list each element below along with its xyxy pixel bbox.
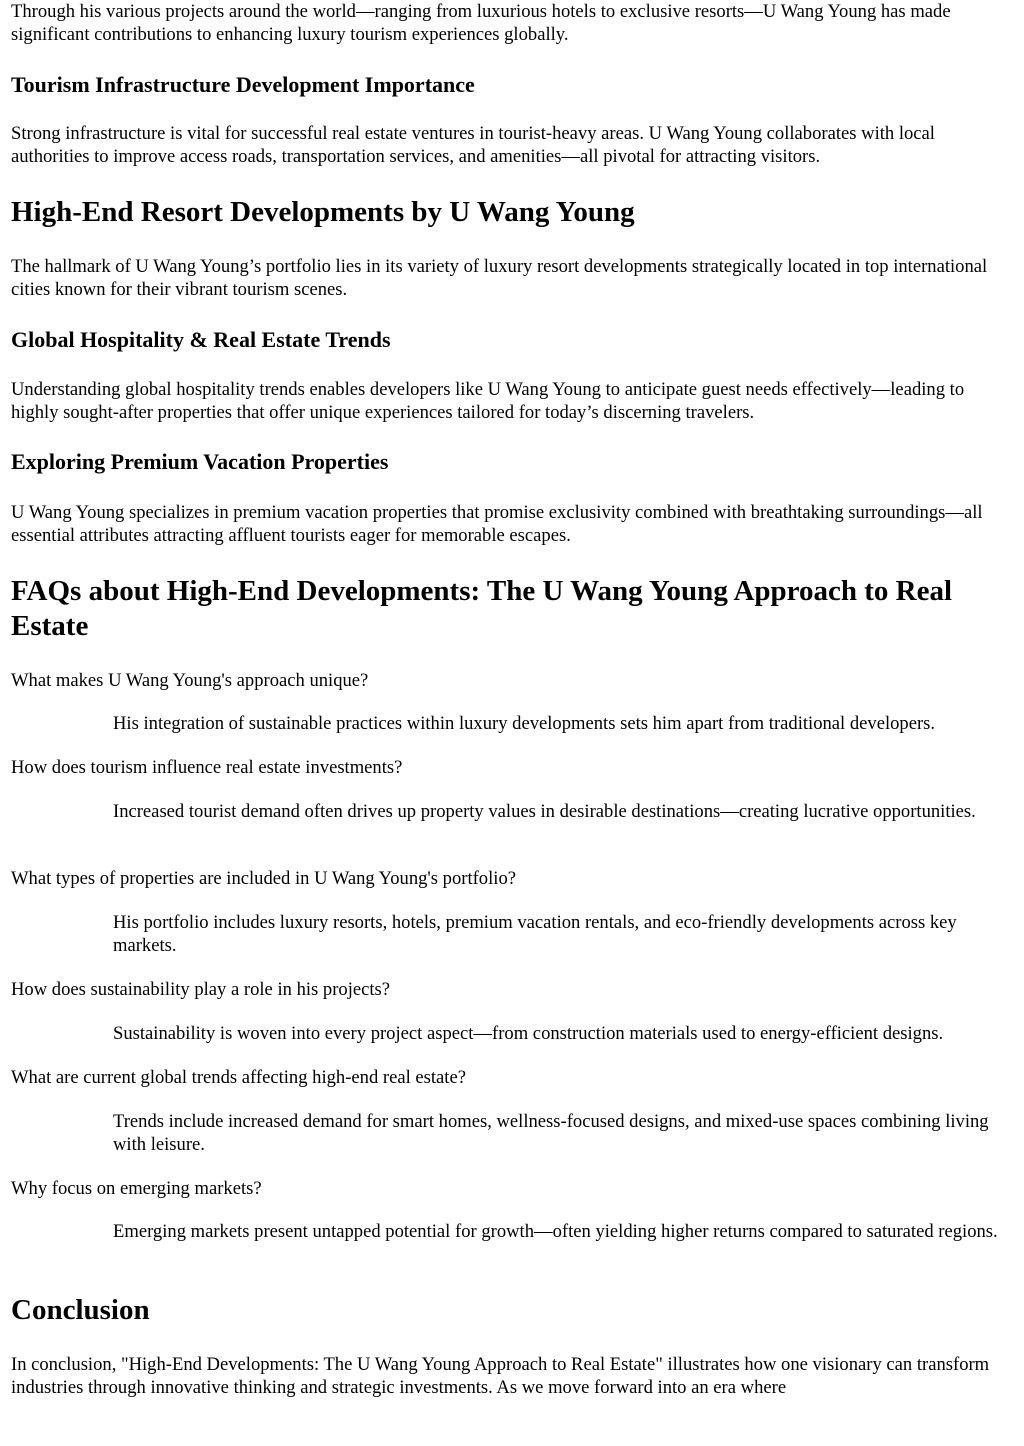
resorts-paragraph: The hallmark of U Wang Young’s portfolio lies in its variety of luxury resort developments strategically located in top international cities known for their vibrant tourism scenes. bbox=[11, 256, 988, 300]
faq-heading: FAQs about High-End Developments: The U Wang Young Approach to Real Estate bbox=[11, 575, 953, 642]
faq-question: What makes U Wang Young's approach unique? bbox=[11, 670, 369, 691]
faq-question: What types of properties are included in U Wang Young's portfolio? bbox=[11, 868, 516, 889]
faq-question: How does tourism influence real estate investments? bbox=[11, 757, 403, 778]
faq-answer: His integration of sustainable practices within luxury developments sets him apart from traditional developers. bbox=[113, 713, 936, 734]
vacation-paragraph: U Wang Young specializes in premium vacation properties that promise exclusivity combined with breathtaking surroundings—all essential attributes attracting affluent tourists eager for memorable escapes. bbox=[11, 502, 983, 546]
resorts-heading: High-End Resort Developments by U Wang Young bbox=[11, 196, 635, 228]
faq-answer: Emerging markets present untapped potential for growth—often yielding higher returns compared to saturated regions. bbox=[113, 1221, 998, 1242]
conclusion-paragraph: In conclusion, "High-End Developments: The U Wang Young Approach to Real Estate" illustrates how one visionary can transform industries through innovative thinking and strategic investments. As we move forward into an era where bbox=[11, 1354, 990, 1398]
trends-paragraph: Understanding global hospitality trends enables developers like U Wang Young to anticipate guest needs effectively—leading to highly sought-after properties that offer unique experiences tailored for today’s discerning travelers. bbox=[11, 379, 965, 423]
infrastructure-heading: Tourism Infrastructure Development Importance bbox=[11, 72, 475, 97]
faq-answer: Trends include increased demand for smart homes, wellness-focused designs, and mixed-use spaces combining living with leisure. bbox=[113, 1111, 989, 1155]
faq-question: How does sustainability play a role in his projects? bbox=[11, 979, 391, 1000]
faq-question: Why focus on emerging markets? bbox=[11, 1178, 262, 1199]
faq-answer: Increased tourist demand often drives up property values in desirable destinations—creating lucrative opportunities. bbox=[113, 801, 976, 822]
vacation-heading: Exploring Premium Vacation Properties bbox=[11, 449, 389, 474]
intro-paragraph: Through his various projects around the world—ranging from luxurious hotels to exclusive resorts—U Wang Young has made significant contributions to enhancing luxury tourism experiences globally. bbox=[11, 1, 951, 45]
faq-answer: Sustainability is woven into every project aspect—from construction materials used to energy-efficient designs. bbox=[113, 1023, 944, 1044]
faq-question: What are current global trends affecting high-end real estate? bbox=[11, 1067, 466, 1088]
infrastructure-paragraph: Strong infrastructure is vital for successful real estate ventures in tourist-heavy areas. U Wang Young collaborates with local authorities to improve access roads, transportation services, and amenities—all pivotal for attracting visitors. bbox=[11, 123, 935, 167]
conclusion-heading: Conclusion bbox=[11, 1294, 150, 1326]
faq-answer: His portfolio includes luxury resorts, hotels, premium vacation rentals, and eco-friendly developments across key markets. bbox=[113, 912, 957, 956]
trends-heading: Global Hospitality & Real Estate Trends bbox=[11, 327, 391, 352]
